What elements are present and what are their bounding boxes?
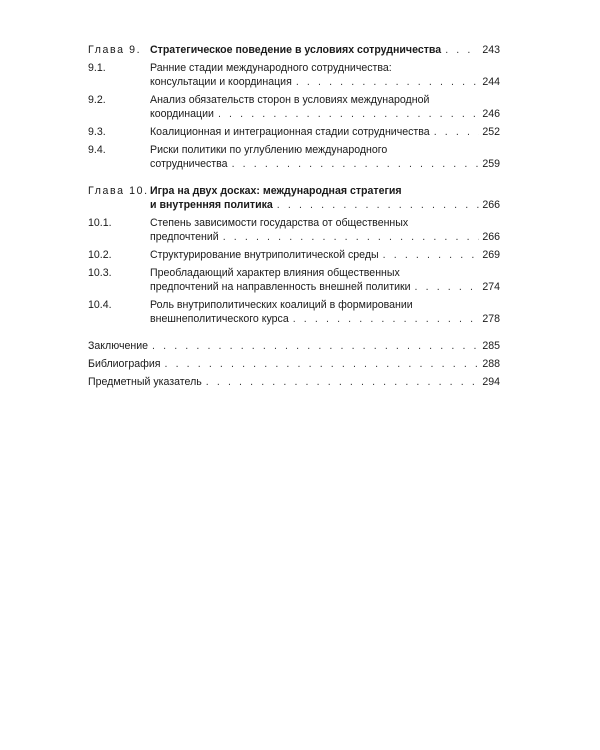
entry-title (88, 375, 500, 389)
entry-final-line (150, 248, 500, 262)
dot-leader (434, 125, 480, 139)
toc-entry[interactable] (88, 339, 500, 353)
entry-title-line: Преобладающий характер влияния общественных (150, 267, 400, 279)
page-number: 294 (482, 376, 500, 388)
page-number: 252 (482, 126, 500, 138)
entry-title-line: Ранние стадии международного сотрудничества: (150, 62, 392, 74)
dot-leader (296, 75, 480, 89)
entry-title (150, 143, 500, 171)
entry-title-line: предпочтений на направленность внешней политики (150, 281, 411, 293)
section-number: 10.4. (88, 299, 112, 311)
entry-title-line: Заключение (88, 340, 149, 352)
section-number: 9.1. (88, 62, 106, 74)
dot-leader (383, 248, 480, 262)
entry-title-line: Анализ обязательств сторон в условиях международной (150, 94, 430, 106)
entry-title (150, 216, 500, 244)
dot-leader (164, 357, 479, 371)
page-number: 274 (482, 281, 500, 293)
toc-section-entry[interactable] (88, 298, 500, 326)
entry-title (150, 43, 500, 57)
entry-title-line: Предметный указатель (88, 376, 202, 388)
entry-final-line (150, 125, 500, 139)
entry-final-line (150, 198, 500, 212)
dot-leader (232, 157, 480, 171)
entry-title-line: и внутренняя политика (150, 199, 273, 211)
toc-section-entry[interactable] (88, 266, 500, 294)
dot-leader (218, 107, 479, 121)
toc-section-entry[interactable] (88, 248, 500, 262)
page-number: 266 (482, 199, 500, 211)
entry-title (150, 248, 500, 262)
entry-title (150, 125, 500, 139)
entry-title-line: Степень зависимости государства от общественных (150, 217, 409, 229)
toc-entry[interactable] (88, 375, 500, 389)
entry-title-line: Коалиционная и интеграционная стадии сотрудничества (150, 126, 430, 138)
section-number: 10.2. (88, 249, 112, 261)
entry-final-line (88, 357, 500, 371)
entry-title-line: предпочтений (150, 231, 219, 243)
entry-final-line (150, 75, 500, 89)
entry-title-line: Структурирование внутриполитической среды (150, 249, 379, 261)
entry-title (150, 184, 500, 212)
entry-final-line (150, 280, 500, 294)
page-number: 269 (482, 249, 500, 261)
entry-final-line (150, 43, 500, 57)
dot-leader (415, 280, 480, 294)
page-number: 246 (482, 108, 500, 120)
entry-final-line (88, 339, 500, 353)
page-number: 259 (482, 158, 500, 170)
toc-entry[interactable] (88, 357, 500, 371)
dot-leader (277, 198, 480, 212)
toc-section-entry[interactable] (88, 93, 500, 121)
dot-leader (445, 43, 479, 57)
table-of-contents (88, 43, 500, 393)
entry-title (150, 298, 500, 326)
section-number: 9.2. (88, 94, 106, 106)
page-number: 288 (482, 358, 500, 370)
entry-title-line: внешнеполитического курса (150, 313, 289, 325)
entry-title (150, 93, 500, 121)
entry-title-line: сотрудничества (150, 158, 228, 170)
entry-final-line (150, 312, 500, 326)
toc-chapter-entry[interactable] (88, 184, 500, 212)
section-number: 10.1. (88, 217, 112, 229)
entry-final-line (150, 107, 500, 121)
entry-final-line (150, 230, 500, 244)
page-number: 244 (482, 76, 500, 88)
page-number: 278 (482, 313, 500, 325)
entry-title-line: координации (150, 108, 214, 120)
entry-title (150, 266, 500, 294)
entry-final-line (150, 157, 500, 171)
entry-title-line: Роль внутриполитических коалиций в формировании (150, 299, 413, 311)
entry-title (150, 61, 500, 89)
page-number: 243 (482, 44, 500, 56)
chapter-number: Глава 10. (88, 185, 149, 197)
entry-title-line: консультации и координация (150, 76, 292, 88)
page-number: 266 (482, 231, 500, 243)
toc-chapter-entry[interactable] (88, 43, 500, 57)
section-number: 9.3. (88, 126, 106, 138)
chapter-number: Глава 9. (88, 44, 142, 56)
entry-title-line: Игра на двух досках: международная стратегия (150, 185, 402, 197)
dot-leader (152, 339, 479, 353)
page-number: 285 (482, 340, 500, 352)
entry-title (88, 339, 500, 353)
entry-title-line: Библиография (88, 358, 161, 370)
dot-leader (223, 230, 480, 244)
entry-title-line: Риски политики по углублению международного (150, 144, 388, 156)
dot-leader (206, 375, 480, 389)
toc-section-entry[interactable] (88, 125, 500, 139)
section-number: 9.4. (88, 144, 106, 156)
entry-title-line: Стратегическое поведение в условиях сотрудничества (150, 44, 442, 56)
entry-title (88, 357, 500, 371)
toc-section-entry[interactable] (88, 143, 500, 171)
toc-section-entry[interactable] (88, 61, 500, 89)
entry-final-line (88, 375, 500, 389)
section-number: 10.3. (88, 267, 112, 279)
dot-leader (293, 312, 480, 326)
toc-section-entry[interactable] (88, 216, 500, 244)
